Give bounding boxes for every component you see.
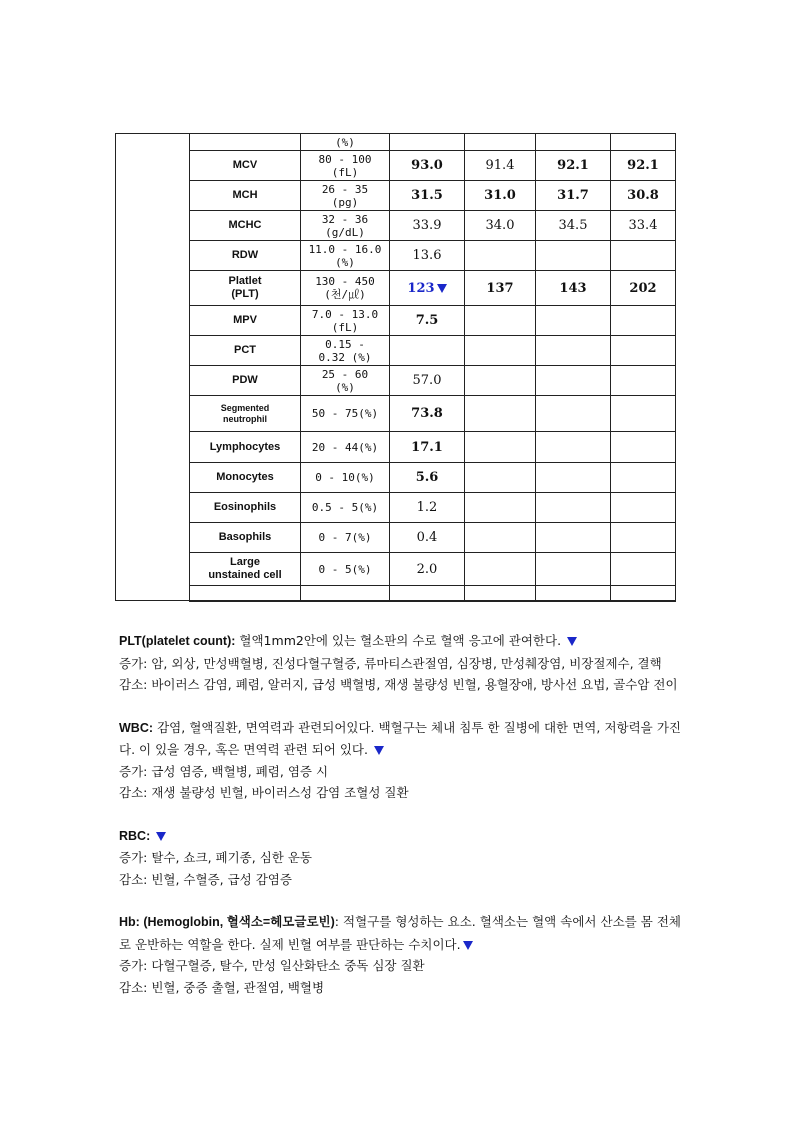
value-2 <box>465 241 536 271</box>
item-name: Platlet (PLT) <box>190 271 301 306</box>
down-triangle-icon <box>374 746 384 755</box>
value-4 <box>611 463 676 493</box>
value-2: 91.4 <box>465 151 536 181</box>
value-1: 93.0 <box>390 151 465 181</box>
table-row-mcv <box>116 151 676 181</box>
rbc-decrease: 감소: 빈혈, 수혈증, 급성 감염증 <box>119 871 292 887</box>
table-row-mpv <box>116 306 676 336</box>
value-2: 137 <box>465 271 536 306</box>
item-name: MCV <box>190 151 301 181</box>
value-2 <box>465 396 536 432</box>
reference-range: 0.5 - 5(%) <box>301 493 390 523</box>
item-name: Large unstained cell <box>190 553 301 586</box>
hb-description: Hb: (Hemoglobin, 혈색소=헤모글로빈): 적혈구를 형성하는 요소. 혈색소는 혈액 속에서 산소를 몸 전체로 운반하는 역할을 한다. 실제 빈혈 여부를 판단하는 수치이다. <box>119 914 681 952</box>
reference-range: 7.0 - 13.0 (fL) <box>301 306 390 336</box>
plt-title: PLT(platelet count): <box>119 634 236 648</box>
value-1: 1.2 <box>390 493 465 523</box>
item-name: Eosinophils <box>190 493 301 523</box>
item-name: MPV <box>190 306 301 336</box>
value-3: 31.7 <box>536 181 611 211</box>
value-1: 5.6 <box>390 463 465 493</box>
down-triangle-icon <box>156 832 166 841</box>
reference-range: 26 - 35 (pg) <box>301 181 390 211</box>
value-3 <box>536 432 611 463</box>
plt-description: PLT(platelet count): 혈액1mm2안에 있는 혈소판의 수로 혈액 응고에 관여한다. <box>119 630 681 653</box>
reference-range: 11.0 - 16.0 (%) <box>301 241 390 271</box>
reference-range: 20 - 44(%) <box>301 432 390 463</box>
hb-decrease: 감소: 빈혈, 중증 출혈, 관절염, 백혈병 <box>119 979 325 995</box>
reference-range: 130 - 450 (천/㎕) <box>301 271 390 306</box>
value-4: 30.8 <box>611 181 676 211</box>
empty-cell <box>465 586 536 601</box>
table-row-rdw <box>116 241 676 271</box>
reference-range: (%) <box>301 134 390 151</box>
reference-range: 25 - 60 (%) <box>301 366 390 396</box>
value-4: 33.4 <box>611 211 676 241</box>
table-row-pct <box>116 336 676 366</box>
value-4 <box>611 493 676 523</box>
wbc-note <box>119 717 681 804</box>
value-2: 31.0 <box>465 181 536 211</box>
value-4 <box>611 241 676 271</box>
value-3 <box>536 463 611 493</box>
item-name: PCT <box>190 336 301 366</box>
down-triangle-icon <box>463 941 473 950</box>
rbc-increase: 증가: 탈수, 쇼크, 폐기종, 심한 운동 <box>119 850 312 865</box>
table-row-large-unstained-cell <box>116 553 676 586</box>
value-2 <box>465 463 536 493</box>
notes-section <box>119 630 681 998</box>
empty-cell <box>536 586 611 601</box>
value-3 <box>536 306 611 336</box>
wbc-increase: 증가: 급성 염증, 백혈병, 폐렴, 염증 시 <box>119 763 329 779</box>
value-3: 92.1 <box>536 151 611 181</box>
reference-range: 80 - 100 (fL) <box>301 151 390 181</box>
down-triangle-icon <box>567 637 577 646</box>
rbc-note <box>119 825 681 891</box>
value-2 <box>465 366 536 396</box>
value-2 <box>465 432 536 463</box>
table-row-lymphocytes <box>116 432 676 463</box>
table-row-mch <box>116 181 676 211</box>
value-4 <box>611 396 676 432</box>
rbc-heading <box>119 825 681 848</box>
reference-range: 0 - 7(%) <box>301 523 390 553</box>
plt-decrease: 감소: 바이러스 감염, 폐렴, 알러지, 급성 백혈병, 재생 불량성 빈혈, 용혈장애, 방사선 요법, 골수암 전이 <box>119 677 678 692</box>
rbc-title: RBC: <box>119 828 151 843</box>
table-row-eosinophils <box>116 493 676 523</box>
table-row-segmented-neutrophil <box>116 396 676 432</box>
value-1: 31.5 <box>390 181 465 211</box>
value-3 <box>536 493 611 523</box>
value-2 <box>465 306 536 336</box>
value-4 <box>611 336 676 366</box>
value-3 <box>536 241 611 271</box>
value-2 <box>465 553 536 586</box>
value-1: 57.0 <box>390 366 465 396</box>
value-4: 202 <box>611 271 676 306</box>
table-row-monocytes <box>116 463 676 493</box>
value-3 <box>536 366 611 396</box>
reference-range: 32 - 36 (g/dL) <box>301 211 390 241</box>
value-4 <box>611 553 676 586</box>
item-name: Lymphocytes <box>190 432 301 463</box>
value-1: 0.4 <box>390 523 465 553</box>
value-3 <box>536 336 611 366</box>
table-row-mchc <box>116 211 676 241</box>
table-row-basophils <box>116 523 676 553</box>
value-1: 73.8 <box>390 396 465 432</box>
value-2 <box>465 336 536 366</box>
value-1 <box>390 336 465 366</box>
item-name: MCH <box>190 181 301 211</box>
item-name: PDW <box>190 366 301 396</box>
value-1: 7.5 <box>390 306 465 336</box>
empty-cell <box>301 586 390 601</box>
plt-increase: 증가: 암, 외상, 만성백혈병, 진성다혈구혈증, 류마티스관절염, 심장병, 만성췌장염, 비장절제수, 결핵 <box>119 655 662 671</box>
empty-cell <box>611 586 676 601</box>
hb-increase: 증가: 다혈구혈증, 탈수, 만성 일산화탄소 중독 심장 질환 <box>119 958 425 973</box>
value-1: 33.9 <box>390 211 465 241</box>
plt-note <box>119 630 681 696</box>
value-3 <box>536 396 611 432</box>
wbc-title: WBC: <box>119 720 154 735</box>
item-name: Segmented neutrophil <box>190 396 301 432</box>
item-name: RDW <box>190 241 301 271</box>
hb-note <box>119 911 681 998</box>
value-1: 2.0 <box>390 553 465 586</box>
value-1 <box>390 271 465 306</box>
wbc-description: WBC: 감염, 혈액질환, 면역력과 관련되어있다. 백혈구는 체내 침투 한 질병에 대한 면역, 저항력을 가진다. 이 있을 경우, 혹은 면역력 관련 되어 있다. <box>119 719 681 757</box>
table-row-empty <box>116 586 676 601</box>
table-row-plt <box>116 271 676 306</box>
value-3 <box>536 553 611 586</box>
value-3 <box>536 523 611 553</box>
value-2 <box>465 493 536 523</box>
value-3: 34.5 <box>536 211 611 241</box>
reference-range: 0 - 5(%) <box>301 553 390 586</box>
value-2 <box>465 523 536 553</box>
item-name: Monocytes <box>190 463 301 493</box>
table-row-pdw <box>116 366 676 396</box>
low-value-flag: 123 <box>407 280 435 296</box>
reference-range: 0.15 - 0.32 (%) <box>301 336 390 366</box>
value-1: 17.1 <box>390 432 465 463</box>
down-triangle-icon <box>437 284 447 293</box>
value-4 <box>611 306 676 336</box>
empty-cell <box>390 586 465 601</box>
item-name: MCHC <box>190 211 301 241</box>
empty-cell <box>190 586 301 601</box>
blank-first-column <box>116 134 190 601</box>
item-name <box>190 134 301 151</box>
reference-range: 50 - 75(%) <box>301 396 390 432</box>
value-3: 143 <box>536 271 611 306</box>
hb-title: Hb: (Hemoglobin, 혈색소=헤모글로빈) <box>119 915 335 929</box>
value-4 <box>611 134 676 151</box>
value-3 <box>536 134 611 151</box>
value-4 <box>611 432 676 463</box>
value-1: 13.6 <box>390 241 465 271</box>
value-1 <box>390 134 465 151</box>
value-2: 34.0 <box>465 211 536 241</box>
reference-range: 0 - 10(%) <box>301 463 390 493</box>
lab-results-table <box>115 133 676 602</box>
value-4 <box>611 523 676 553</box>
value-2 <box>465 134 536 151</box>
wbc-decrease: 감소: 재생 불량성 빈혈, 바이러스성 감염 조혈성 질환 <box>119 785 409 800</box>
item-name: Basophils <box>190 523 301 553</box>
value-4: 92.1 <box>611 151 676 181</box>
value-4 <box>611 366 676 396</box>
